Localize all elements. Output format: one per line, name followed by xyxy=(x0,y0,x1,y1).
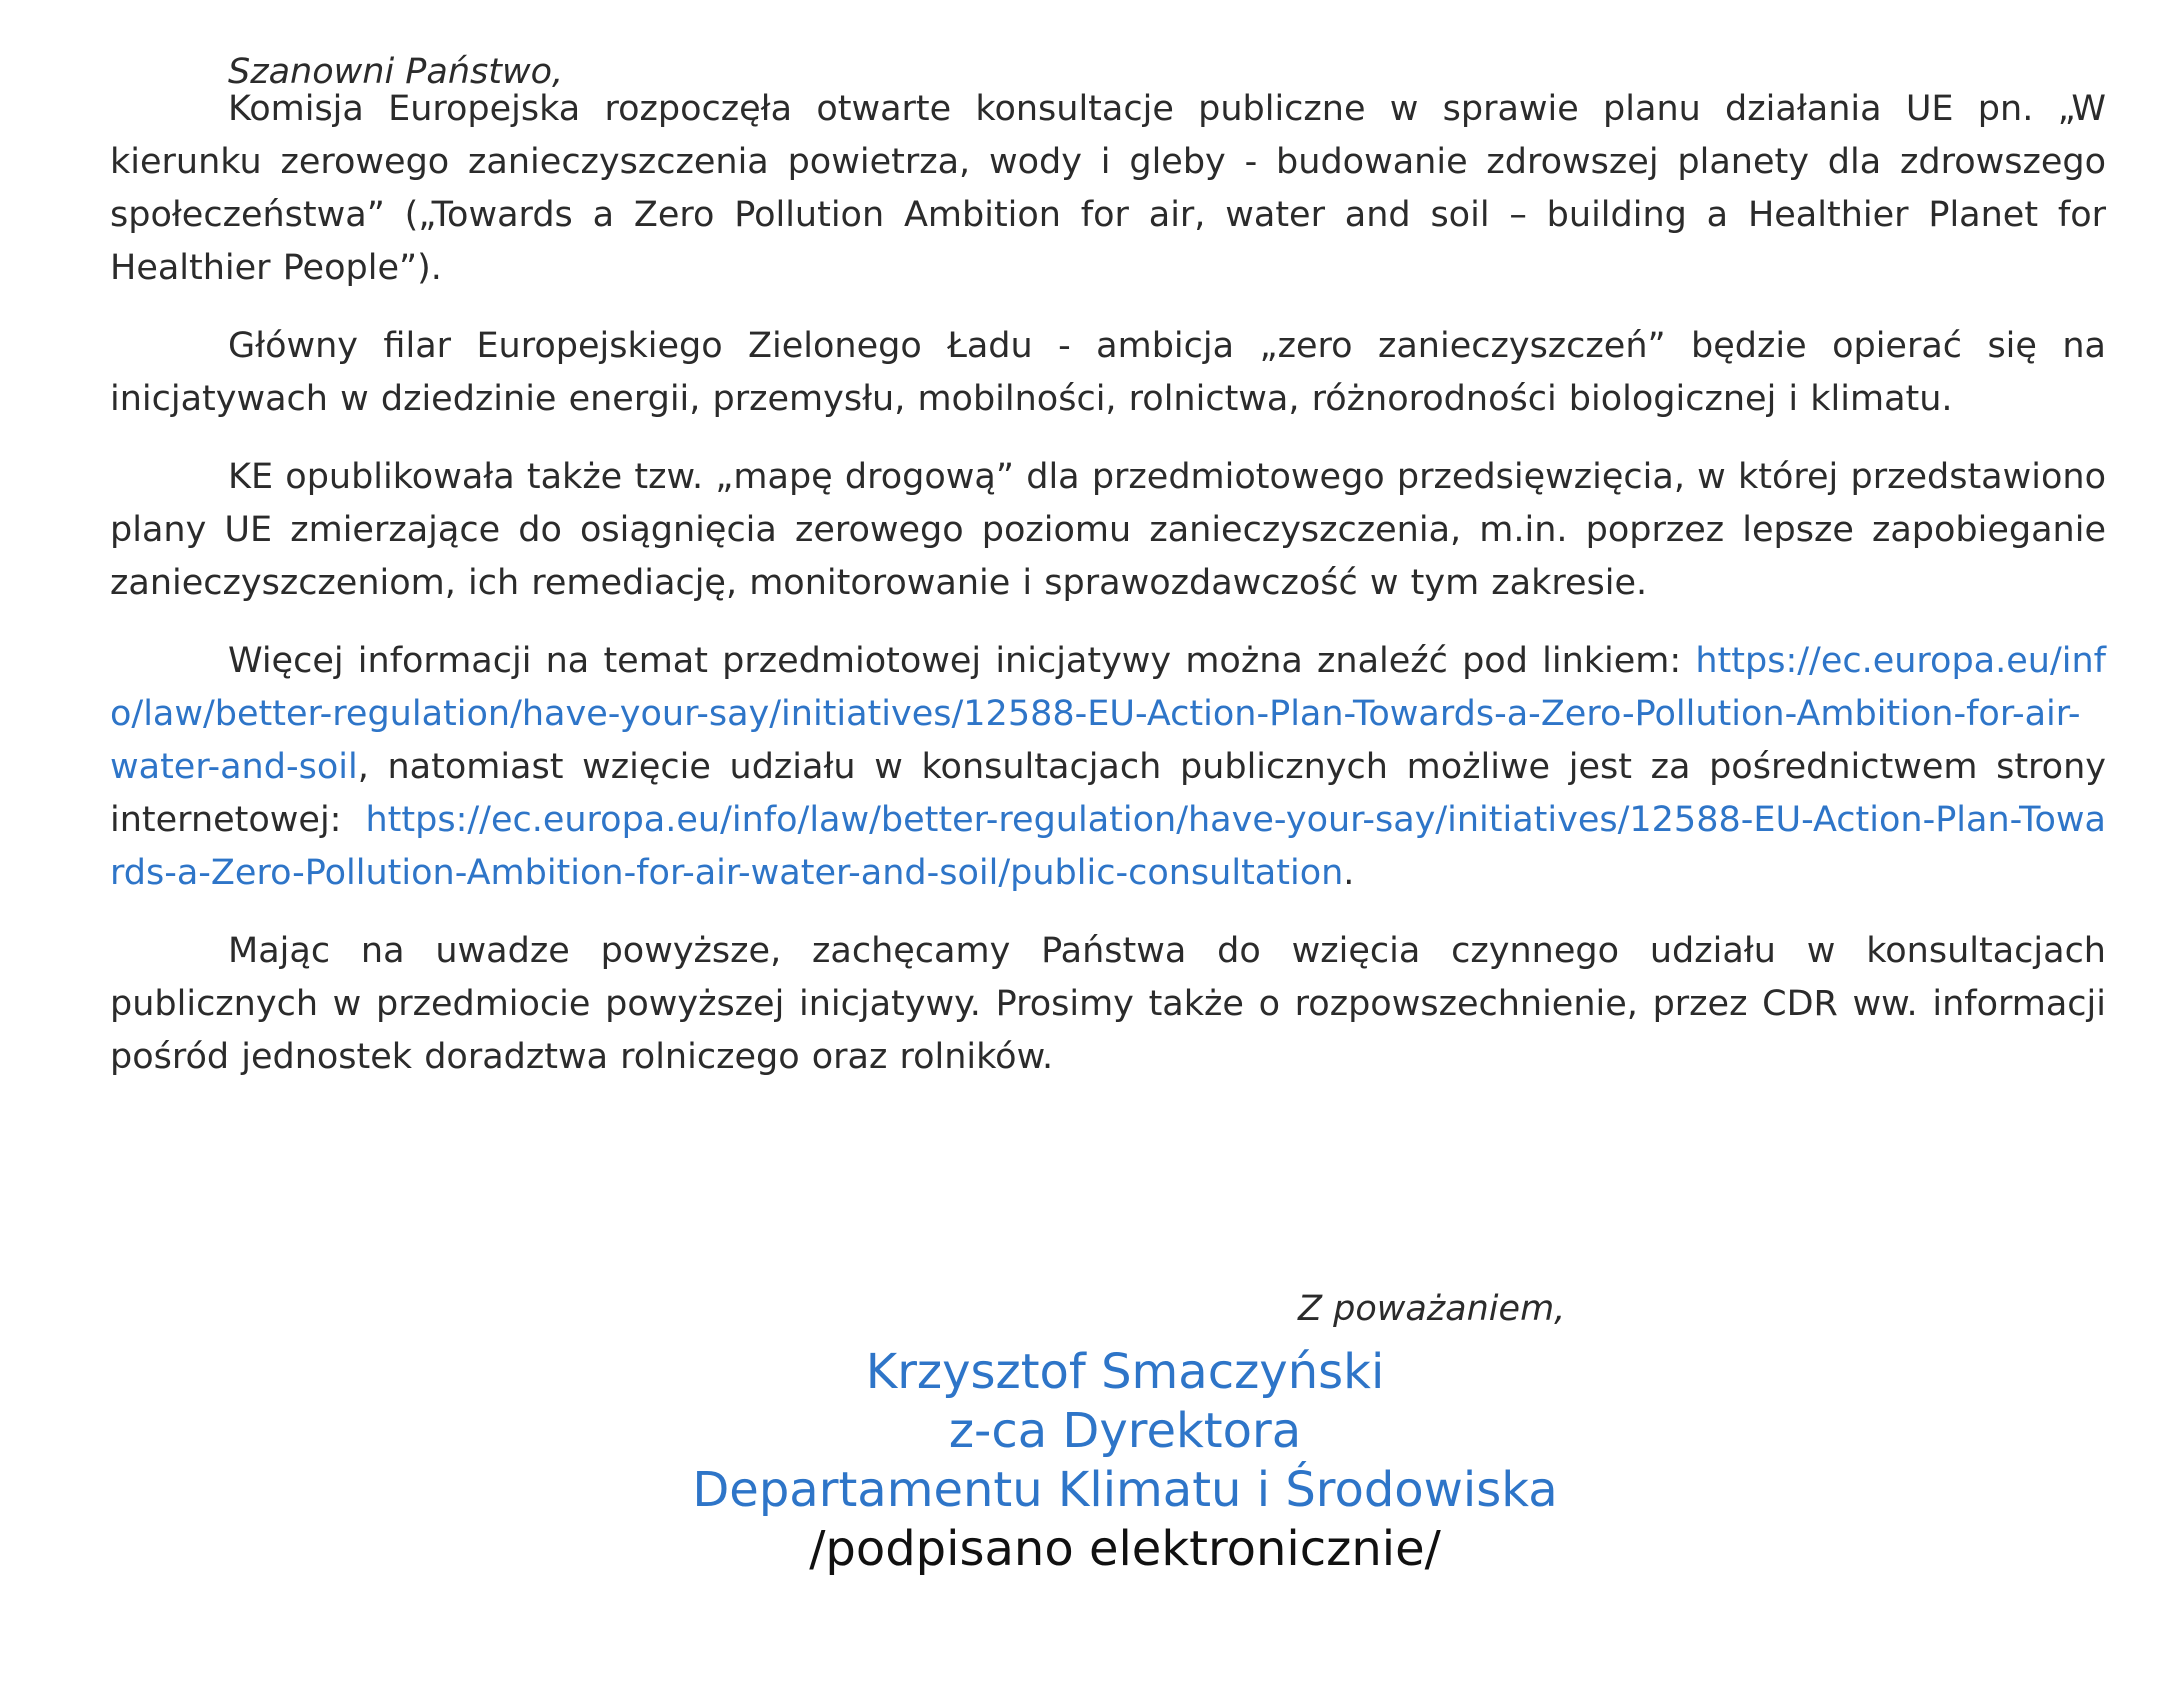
public-consultation-link[interactable]: https://ec.europa.eu/info/law/better-regulation/have-your-say/initiatives/12588-EU-Action-Plan-Towards-a-Zero-Pollution-Ambition-for-air-water-and-soil/public-consultation xyxy=(110,800,2106,893)
signatory-department: Departamentu Klimatu i Środowiska xyxy=(692,1462,1558,1518)
paragraph-links-intro: Więcej informacji na temat przedmiotowej inicjatywy można znaleźć pod linkiem: xyxy=(228,641,1696,681)
letter-body xyxy=(110,46,2106,1109)
paragraph-links-middle: , natomiast wzięcie udziału w konsultacjach publicznych możliwe jest za pośrednictwem strony internetowej: xyxy=(110,747,2106,840)
greeting: Szanowni Państwo, xyxy=(228,52,564,92)
initiative-link[interactable]: https://ec.europa.eu/info/law/better-regulation/have-your-say/initiatives/12588-EU-Action-Plan-Towards-a-Zero-Pollution-Ambition-for-air-water-and-soil xyxy=(110,641,2106,787)
electronic-signature-note: /podpisano elektronicznie/ xyxy=(809,1521,1441,1577)
paragraph-consultation-intro: Komisja Europejska rozpoczęła otwarte konsultacje publiczne w sprawie planu działania UE pn. „W kierunku zerowego zanieczyszczenia powietrza, wody i gleby - budowanie zdrowszej planety dla zdrowszego społeczeństwa” („Towards a Zero Pollution Ambition for air, water and soil – building a Healthier Planet for Healthier People”). xyxy=(110,89,2106,288)
signatory-name: Krzysztof Smaczyński xyxy=(865,1344,1385,1400)
closing-salutation: Z poważaniem, xyxy=(1298,1289,1566,1329)
paragraph-green-deal: Główny filar Europejskiego Zielonego Ładu - ambicja „zero zanieczyszczeń” będzie opierać się na inicjatywach w dziedzinie energii, przemysłu, mobilności, rolnictwa, różnorodności biologicznej i klimatu. xyxy=(110,326,2106,419)
paragraph-roadmap: KE opublikowała także tzw. „mapę drogową” dla przedmiotowego przedsięwzięcia, w której przedstawiono plany UE zmierzające do osiągnięcia zerowego poziomu zanieczyszczenia, m.in. poprzez lepsze zapobieganie zanieczyszczeniom, ich remediację, monitorowanie i sprawozdawczość w tym zakresie. xyxy=(110,457,2106,603)
paragraph-links-end: . xyxy=(1343,853,1355,893)
paragraph-call-to-action: Mając na uwadze powyższe, zachęcamy Państwa do wzięcia czynnego udziału w konsultacjach publicznych w przedmiocie powyższej inicjatywy. Prosimy także o rozpowszechnienie, przez CDR ww. informacji pośród jednostek doradztwa rolniczego oraz rolników. xyxy=(110,931,2106,1077)
signature-block xyxy=(0,1343,2160,1579)
paragraph-links xyxy=(110,635,2106,900)
signatory-title: z-ca Dyrektora xyxy=(948,1403,1302,1459)
